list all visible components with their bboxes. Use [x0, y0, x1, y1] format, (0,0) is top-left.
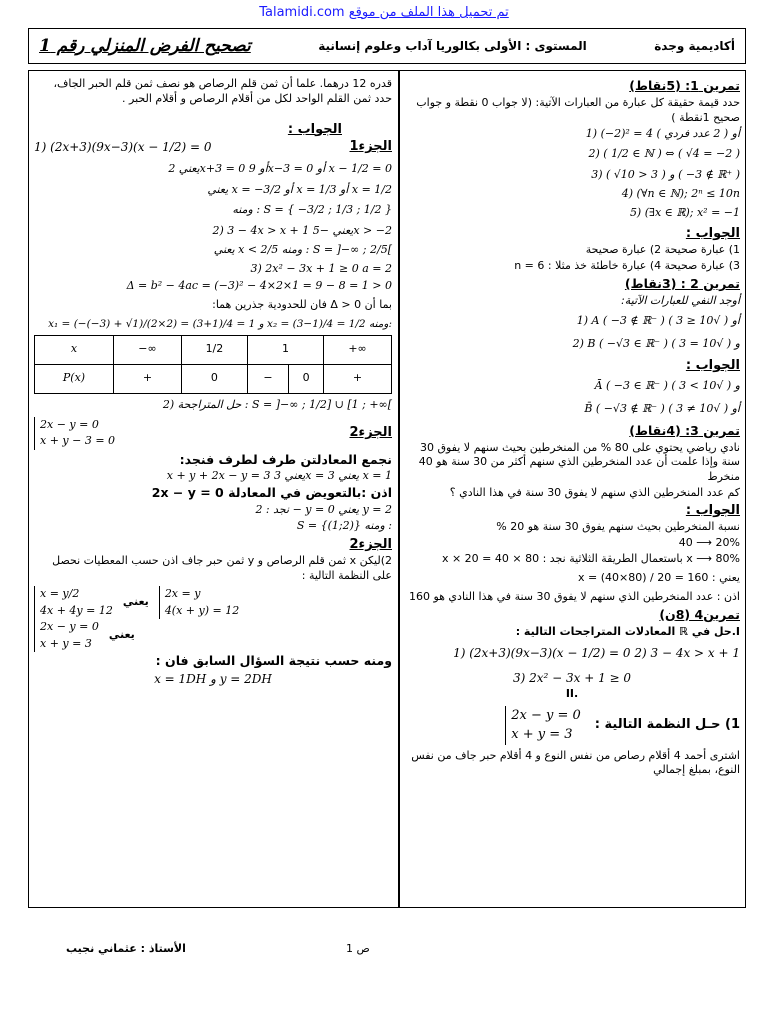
exercise-3-text: نادي رياضي يحتوي على 80 % من المنخرطين بحيث سنهم لا يفوق 30 سنة وإذا علمت أن عدد المنخرطين الذي سنهم أكثر من 30 سنة هو 40 منخرط [418, 440, 740, 484]
exercise-1-title: تمرين 1: (5نقاط) [629, 78, 740, 93]
left-column [34, 76, 392, 688]
ex1-item: 2) ( 1/2 ∈ ℕ ) ⇔ ( √4 = −2 ) [588, 147, 740, 161]
ex3-answer: نسبة المنخرطين بحيث سنهم يفوق 30 سنة هو 20 % [496, 520, 740, 534]
equation: x = y/2 [40, 587, 80, 601]
equation: 2x − y = 0 [511, 707, 581, 723]
table-cell: 0 [181, 364, 247, 393]
part2-line: اذن :بالتعويض في المعادلة 2x − y = 0 [151, 485, 392, 501]
equation: x + y = 3 [511, 727, 573, 743]
part3-systems [34, 586, 392, 619]
part1-solution: 2) حل المتراجحة : S = ]−∞ ; 1/2] ∪ [1 ; +∞[ [162, 397, 392, 411]
site-name[interactable]: Talamidi.com [259, 5, 345, 20]
answer-label: الجواب : [287, 121, 342, 137]
system-2 [159, 586, 239, 619]
ex4-text: اشترى أحمد 4 أقلام رصاص من نفس النوع و 4 أقلام حبر جاف من نفس النوع، بمبلغ إجمالي [411, 748, 740, 777]
table-cell: x [35, 335, 114, 364]
ex3-answer: يعني : x = (40×80) / 20 = 160 [578, 570, 740, 584]
teacher-name: الأستاذ : عثماني نجيب [66, 942, 186, 955]
part1-line: بما أن Δ > 0 فان للحدودية جذرين هما: [212, 297, 392, 311]
ex4-part-II: .II [565, 686, 579, 700]
top-banner[interactable] [0, 5, 768, 20]
equation: 2x − y = 0 [40, 417, 99, 431]
exercise-3-title: تمرين 3: (4نقاط) [629, 422, 740, 438]
part2-label: الجزء2 [349, 425, 392, 441]
part1-line: 3) 2x² − 3x + 1 ≥ 0 a = 2 [250, 262, 392, 275]
table-row [35, 364, 392, 393]
page-title: تصحيح الفرض المنزلي رقم 1 [39, 36, 251, 56]
exercise-3-question: كم عدد المنخرطين الذي سنهم لا يفوق 30 سنة في هذا النادي ؟ [449, 486, 740, 500]
equation: 4(x + y) = 12 [164, 603, 240, 617]
part1-line: يعني 2x+3 = 0 أو 9x−3 = 0 أو x − 1/2 = 0 [168, 161, 392, 175]
header-box [28, 28, 746, 64]
ex3-answer: اذن : عدد المنخرطين الذي سنهم لا يفوق 30 سنة في هذا النادي هو 160 [408, 589, 740, 603]
yaani-label: يعني [122, 595, 149, 609]
equation: 2x = y [164, 587, 201, 601]
ex1-item: 4) (∀n ∈ ℕ); 2ⁿ ≤ 10n [621, 187, 740, 201]
part1-eq: 1) (2x+3)(9x−3)(x − 1/2) = 0 [34, 139, 212, 154]
equation: x + y = 3 [40, 636, 92, 650]
part2-line: نجد : 2 − y = 0 يعني y = 2 [255, 503, 392, 517]
part1-line: يعني x < 2/5 ومنه : S = ]−∞ ; 2/5[ [213, 243, 392, 257]
answer-label: الجواب : [685, 225, 740, 241]
ex3-answer: 80% ⟶ x باستعمال الطريقة الثلاثية نجد : x × 20 = 40 × 80 [441, 552, 740, 566]
ex2-item: 2) B ( −√3 ∈ ℝ⁻ ) و ( √10 = 3 ) [572, 336, 740, 350]
part2-line: نجمع المعادلتن طرف لطرف فنجد: [179, 451, 392, 467]
part3-result: x = 1DH و y = 2DH [154, 671, 272, 686]
ex1-item: 1) (−2)² = 4 أو ( 2 عدد فردي ) [585, 126, 740, 140]
part3-header [34, 536, 392, 554]
ex2-answer: B̄ ( −√3 ∉ ℝ⁻ ) أو ( √10 ≠ 3 ) [584, 401, 740, 415]
part2-system [34, 417, 115, 450]
part2-header [34, 417, 392, 450]
answer-label: الجواب : [685, 358, 740, 374]
table-row [35, 335, 392, 364]
page-number: ص 1 [346, 942, 370, 955]
ex4-system-row [404, 706, 740, 745]
ex2-answer: Ā ( −3 ∈ ℝ⁻ ) و ( √10 > 3 ) [594, 378, 740, 392]
ex4-part-I: I.حل في ℝ المعادلات المتراجحات التالية : [515, 624, 740, 638]
part1-header [34, 138, 392, 156]
exercise-2-title: تمرين 2 : (3نقاط) [624, 276, 740, 292]
level-label: المستوى : الأولى بكالوريا آداب وعلوم إنسانية [318, 39, 587, 53]
column-divider [398, 70, 400, 908]
table-cell: + [324, 364, 392, 393]
part1-line: يعني x = −3/2 أو x = 1/3 أو x = 1/2 [207, 182, 392, 196]
part3-label: الجزء2 [349, 536, 392, 552]
equation: 4x + 4y = 12 [40, 603, 113, 617]
table-cell: + [114, 364, 182, 393]
ex4-system-label: 1) حـل النظمة التالية : [594, 717, 740, 733]
part3-line: 2)ليكن x ثمن قلم الرصاص و y ثمن حبر جاف اذن حسب المعطيات نحصل على النظمة التالية : [52, 554, 392, 583]
ex1-answer: 3) عبارة صحيحة 4) عبارة خاطئة خذ مثلا : n = 6 [514, 259, 740, 273]
system-4 [34, 619, 99, 652]
ex1-item: 3) ( √10 > 3 ) و ( −3 ∉ ℝ⁺ ) [591, 168, 740, 182]
equation: 2x − y = 0 [40, 620, 99, 634]
ex3-answer: 20% ⟶ 40 [678, 536, 740, 550]
ex1-item: 5) (∃x ∈ ℝ); x² = −1 [629, 205, 740, 219]
exercise-2-intro: أوجد النفي للعبارات الآتية: [621, 293, 740, 307]
answer-label: الجواب : [685, 502, 740, 518]
system-3 [34, 586, 113, 619]
table-cell: −∞ [114, 335, 182, 364]
part1-label: الجزء1 [349, 139, 392, 155]
table-cell: 1 [247, 335, 323, 364]
part2-line: x + y + 2x − y = 3 يعني 3x = 3 يعني x = 1 [166, 469, 392, 483]
academy-label: أكاديمية وجدة [654, 39, 735, 53]
right-column [404, 76, 740, 779]
download-link-text[interactable]: تم تحميل هذا الملف من موقع [348, 5, 509, 20]
table-cell: P(x) [35, 364, 114, 393]
table-cell: +∞ [324, 335, 392, 364]
part1-line: x₁ = (−(−3) + √1)/(2×2) = (3+1)/4 = 1 و x₂ = (3−1)/4 = 1/2 ومنه: [48, 317, 392, 330]
part3-system-4 [34, 619, 272, 652]
sign-table [34, 335, 392, 394]
exercise-4-title: تمرين4 (8ن) [659, 606, 740, 622]
table-cell: 0 [289, 364, 324, 393]
ex2-item: 1) A ( −3 ∉ ℝ⁻ ) أو ( √10 ≤ 3 ) [576, 313, 740, 327]
exercise-1-intro: حدد قيمة حقيقة كل عبارة من العبارات الآتية: (لا جواب 0 نقطة و جواب صحيح 1نقطة ) [416, 95, 740, 124]
part1-line: Δ = b² − 4ac = (−3)² − 4×2×1 = 9 − 8 = 1 > 0 [126, 278, 392, 292]
part2-line: S = {(1;2)} ومنه : [296, 518, 392, 532]
part1-line: ومنه : S = { −3/2 ; 1/3 ; 1/2 } [232, 203, 392, 217]
table-cell: − [247, 364, 288, 393]
ex4-system [505, 706, 581, 745]
part1-line: 2) 3 − 4x > x + 1 يعني −5x > −2 [212, 224, 392, 238]
part3-line: ومنه حسب نتيجة السؤال السابق فان : [155, 653, 392, 669]
ex1-answer: 1) عبارة صحيحة 2) عبارة صحيحة [585, 243, 740, 257]
table-cell: 1/2 [181, 335, 247, 364]
ex4-items: 1) (2x+3)(9x−3)(x − 1/2) = 0 2) 3 − 4x > x + 1 [453, 646, 740, 661]
equation: x + y − 3 = 0 [40, 434, 116, 448]
yaani-label: يعني [108, 628, 135, 642]
continued-text: قدره 12 درهما. علما أن ثمن قلم الرصاص هو نصف ثمن قلم الحبر الجاف، حدد ثمن القلم الواحد لكل من أقلام الرصاص و أقلام الحبر . [53, 77, 392, 105]
ex4-items: 3) 2x² − 3x + 1 ≥ 0 [512, 670, 632, 685]
